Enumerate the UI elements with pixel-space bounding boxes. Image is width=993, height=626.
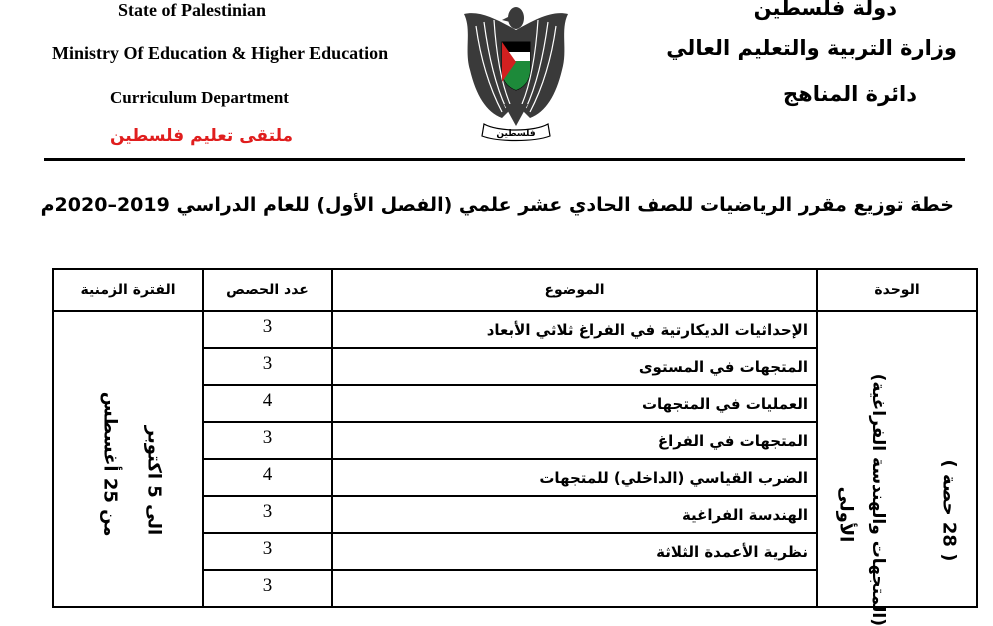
count-cell: 3 <box>203 570 332 607</box>
period-to: الى 5 اكتوبر <box>143 425 165 536</box>
count-cell: 3 <box>203 496 332 533</box>
palestine-eagle-emblem <box>458 0 574 146</box>
emblem-banner-text: فلسطين <box>496 129 536 139</box>
header-unit: الوحدة <box>817 269 977 311</box>
count-cell: 3 <box>203 533 332 570</box>
period-from: من 25 أغسطس <box>99 391 121 537</box>
department-name-ar: دائرة المناهج <box>783 82 917 106</box>
unit-periods: ( 28 حصة ) <box>938 459 960 562</box>
count-cell: 4 <box>203 385 332 422</box>
header-divider <box>44 158 965 161</box>
state-name-en: State of Palestinian <box>118 0 266 20</box>
count-cell: 3 <box>203 348 332 385</box>
topic-cell: المتجهات في الفراغ <box>332 422 817 459</box>
document-title: خطة توزيع مقرر الرياضيات للصف الحادي عشر علمي (الفصل الأول) للعام الدراسي 2019–2020م <box>40 194 954 216</box>
topic-cell: الهندسة الفراغية <box>332 496 817 533</box>
count-cell: 4 <box>203 459 332 496</box>
table-header-row <box>53 269 977 311</box>
topic-cell: الضرب القياسي (الداخلي) للمتجهات <box>332 459 817 496</box>
topic-cell: نظرية الأعمدة الثلاثة <box>332 533 817 570</box>
unit-title: (المتجهات والهندسة الفراغية) <box>868 373 888 626</box>
ministry-name-en: Ministry Of Education & Higher Education <box>52 43 389 63</box>
header-topic: الموضوع <box>332 269 817 311</box>
ministry-name-ar: وزارة التربية والتعليم العالي <box>666 36 957 60</box>
header-period: الفترة الزمنية <box>53 269 203 311</box>
distribution-table <box>52 268 978 626</box>
forum-label: ملتقى تعليم فلسطين <box>110 126 294 146</box>
unit-number: الأولى <box>835 486 857 543</box>
topic-cell: العمليات في المتجهات <box>332 385 817 422</box>
topic-cell <box>332 570 817 607</box>
topic-cell: الإحداثيات الديكارتية في الفراغ ثلاثي الأبعاد <box>332 311 817 348</box>
header-count: عدد الحصص <box>203 269 332 311</box>
unit-cell <box>817 311 977 626</box>
count-cell: 3 <box>203 422 332 459</box>
period-cell <box>53 311 203 607</box>
topic-cell: المتجهات في المستوى <box>332 348 817 385</box>
state-name-ar: دولة فلسطين <box>753 0 897 20</box>
count-cell: 3 <box>203 311 332 348</box>
table-row <box>53 311 977 348</box>
department-name-en: Curriculum Department <box>110 88 289 107</box>
